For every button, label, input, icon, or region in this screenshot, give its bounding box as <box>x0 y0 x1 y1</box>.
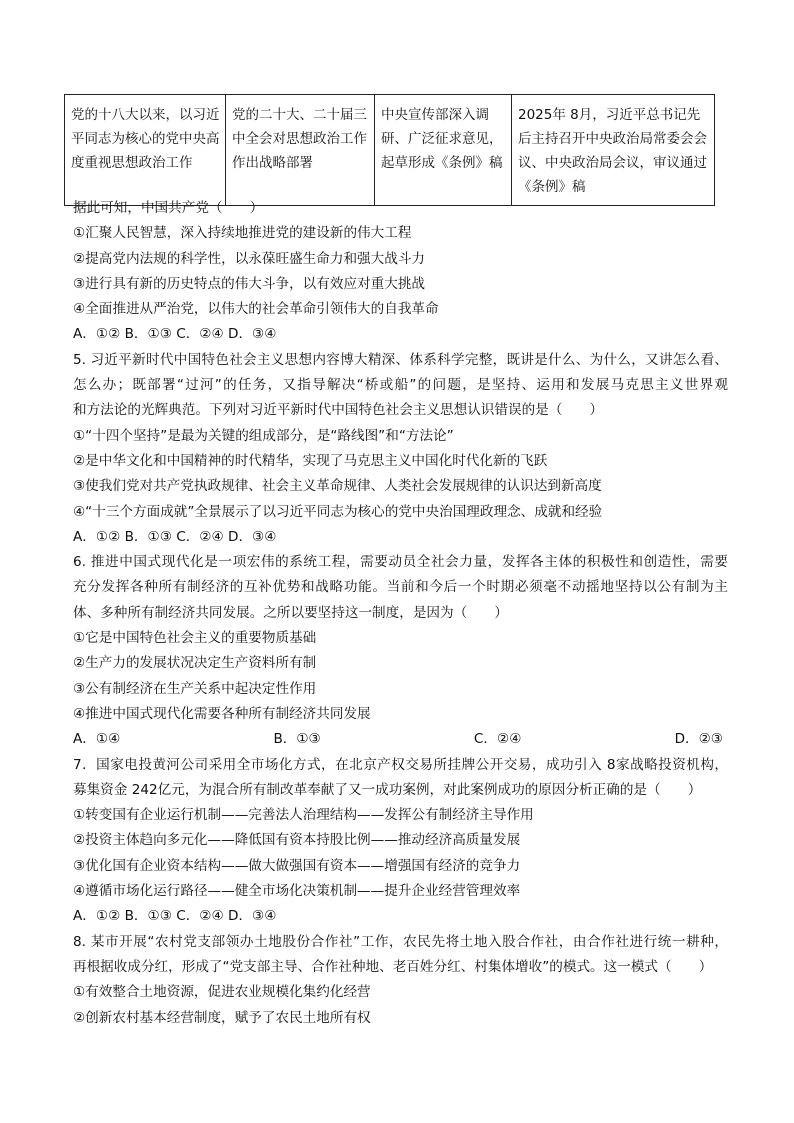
question-stem: 体、多种所有制经济共同发展。之所以要坚持这一制度，是因为（ ） <box>73 604 508 621</box>
option-statement: ②提高党内法规的科学性，以永葆旺盛生命力和强大战斗力 <box>73 250 426 267</box>
option-statement: ①有效整合土地资源，促进农业规模化集约化经营 <box>73 984 371 1001</box>
option-statement: ②创新农村基本经营制度，赋予了农民土地所有权 <box>73 1009 371 1026</box>
table-cell: 中央宣传部深入调研、广泛征求意见，起草形成《条例》稿 <box>375 95 512 206</box>
table-cell: 党的十八大以来，以习近平同志为核心的党中央高度重视思想政治工作 <box>65 95 226 206</box>
question-stem: 据此可知，中国共产党（ ） <box>73 200 264 216</box>
answer-choice-d: D．②③ <box>674 731 723 748</box>
question-stem: 再根据收成分红，形成了“党支部主导、合作社种地、老百姓分红、村集体增收”的模式。这一模式（ ） <box>73 958 713 975</box>
option-statement: ①它是中国特色社会主义的重要物质基础 <box>73 630 317 647</box>
option-statement: ②投资主体趋向多元化——降低国有资本持股比例——推动经济高质量发展 <box>73 832 521 849</box>
answer-choice-b: B．①③ <box>273 731 321 748</box>
question-stem: 充分发挥各种所有制经济的互补优势和战略功能。当前和今后一个时期必须毫不动摇地坚持以公有制为主 <box>73 579 728 596</box>
question-content <box>73 196 728 1031</box>
question-stem: 募集资金 242亿元，为混合所有制改革奉献了又一成功案例，对此案例成功的原因分析正确的是（ ） <box>73 781 702 798</box>
question-stem: 怎么办；既部署“过河”的任务，又指导解决“桥或船”的问题，是坚持、运用和发展马克思主义世界观 <box>73 377 728 394</box>
question-stem: 6. 推进中国式现代化是一项宏伟的系统工程，需要动员全社会力量，发挥各主体的积极性和创造性，需要 <box>73 554 728 571</box>
option-statement: ②是中华文化和中国精神的时代精华，实现了马克思主义中国化时代化新的飞跃 <box>73 452 548 469</box>
option-statement: ③公有制经济在生产关系中起决定性作用 <box>73 680 317 697</box>
option-statement: ④“十三个方面成就”全景展示了以习近平同志为核心的党中央治国理政理念、成就和经验 <box>73 503 603 520</box>
timeline-table <box>64 94 715 206</box>
answer-choices: A．①② B．①③ C．②④ D．③④ <box>73 528 277 545</box>
option-statement: ①转变国有企业运行机制——完善法人治理结构——发挥公有制经济主导作用 <box>73 807 534 824</box>
option-statement: ④遵循市场化运行路径——健全市场化决策机制——提升企业经营管理效率 <box>73 883 521 900</box>
answer-choices: A．①② B．①③ C．②④ D．③④ <box>73 908 277 925</box>
question-stem: 和方法论的光辉典范。下列对习近平新时代中国特色社会主义思想认识错误的是（ ） <box>73 402 604 419</box>
answer-choices: A．①② B．①③ C．②④ D．③④ <box>73 326 277 343</box>
answer-choice-c: C．②④ <box>473 731 522 748</box>
answer-choices <box>73 727 723 752</box>
option-statement: ③优化国有企业资本结构——做大做强国有资本——增强国有经济的竞争力 <box>73 857 521 874</box>
option-statement: ③进行具有新的历史特点的伟大斗争，以有效应对重大挑战 <box>73 275 426 292</box>
table-row <box>65 95 715 206</box>
option-statement: ②生产力的发展状况决定生产资料所有制 <box>73 655 317 672</box>
option-statement: ①“十四个坚持”是最为关键的组成部分，是“路线图”和“方法论” <box>73 427 454 444</box>
option-statement: ③使我们党对共产党执政规律、社会主义革命规律、人类社会发展规律的认识达到新高度 <box>73 478 602 495</box>
option-statement: ①汇聚人民智慧，深入持续地推进党的建设新的伟大工程 <box>73 225 412 242</box>
question-stem: 8. 某市开展“农村党支部领办土地股份合作社”工作，农民先将土地入股合作社，由合作社进行统一耕种， <box>73 933 728 950</box>
table-cell: 2025年 8月，习近平总书记先后主持召开中央政治局常委会会议、中央政治局会议，审议通过《条例》稿 <box>512 95 715 206</box>
question-stem: 7．国家电投黄河公司采用全市场化方式，在北京产权交易所挂牌公开交易，成功引入 8家战略投资机构， <box>73 756 728 773</box>
question-stem: 5. 习近平新时代中国特色社会主义思想内容博大精深、体系科学完整，既讲是什么、为什么，又讲怎么看、 <box>73 351 728 368</box>
answer-choice-a: A．①④ <box>73 731 121 748</box>
option-statement: ④全面推进从严治党，以伟大的社会革命引领伟大的自我革命 <box>73 301 439 318</box>
option-statement: ④推进中国式现代化需要各种所有制经济共同发展 <box>73 705 371 722</box>
table-cell: 党的二十大、二十届三中全会对思想政治工作作出战略部署 <box>226 95 375 206</box>
